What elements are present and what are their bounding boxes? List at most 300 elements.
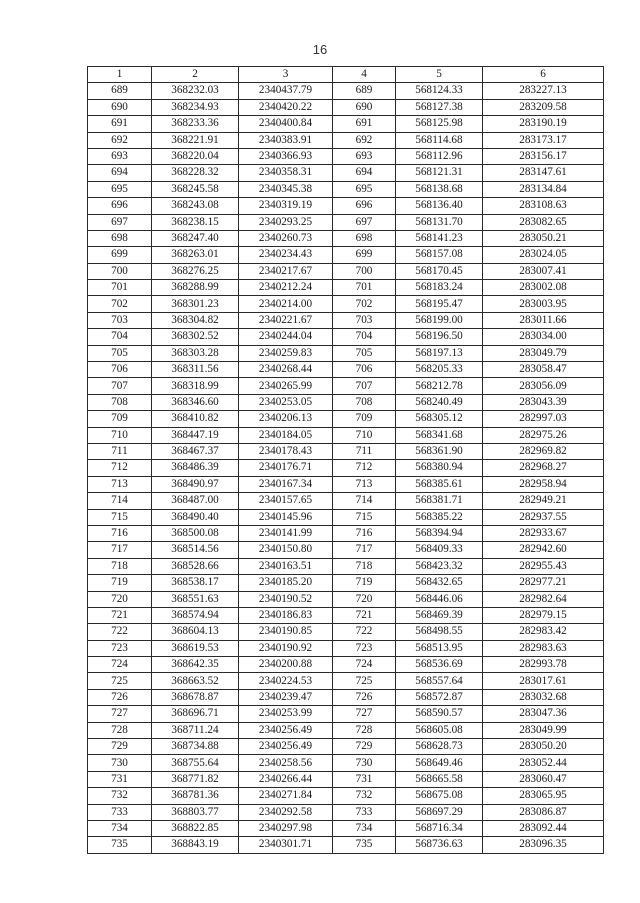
table-cell: 368500.08 (152, 525, 239, 541)
table-cell: 735 (88, 837, 152, 853)
table-cell: 568385.61 (396, 476, 483, 492)
table-cell: 718 (333, 558, 396, 574)
table-cell: 283049.99 (483, 722, 604, 738)
table-cell: 707 (88, 378, 152, 394)
table-cell: 368604.13 (152, 624, 239, 640)
table-cell: 2340190.85 (239, 624, 333, 640)
table-row (88, 362, 604, 378)
table-cell: 568432.65 (396, 575, 483, 591)
table-cell: 283024.05 (483, 247, 604, 263)
table-cell: 368302.52 (152, 329, 239, 345)
table-cell: 568157.08 (396, 247, 483, 263)
table-header-row (88, 67, 604, 83)
table-cell: 568121.31 (396, 165, 483, 181)
table-cell: 2340184.05 (239, 427, 333, 443)
table-cell: 568199.00 (396, 312, 483, 328)
table-cell: 695 (88, 181, 152, 197)
table-cell: 283011.66 (483, 312, 604, 328)
table-cell: 704 (88, 329, 152, 345)
table-row (88, 624, 604, 640)
table-cell: 568138.68 (396, 181, 483, 197)
table-cell: 732 (88, 788, 152, 804)
table-row (88, 788, 604, 804)
table-cell: 2340271.84 (239, 788, 333, 804)
table-row (88, 378, 604, 394)
table-cell: 368843.19 (152, 837, 239, 853)
table-cell: 283082.65 (483, 214, 604, 230)
table-cell: 283043.39 (483, 394, 604, 410)
table-cell: 283096.35 (483, 837, 604, 853)
table-cell: 720 (88, 591, 152, 607)
table-cell: 708 (333, 394, 396, 410)
table-cell: 283108.63 (483, 198, 604, 214)
table-cell: 699 (88, 247, 152, 263)
table-cell: 731 (88, 771, 152, 787)
table-cell: 717 (333, 542, 396, 558)
table-cell: 2340358.31 (239, 165, 333, 181)
table-cell: 568697.29 (396, 804, 483, 820)
table-cell: 568649.46 (396, 755, 483, 771)
table-row (88, 263, 604, 279)
table-cell: 723 (88, 640, 152, 656)
table-cell: 689 (333, 83, 396, 99)
table-cell: 368822.85 (152, 820, 239, 836)
table-cell: 368574.94 (152, 607, 239, 623)
table-cell: 368301.23 (152, 296, 239, 312)
table-cell: 368551.63 (152, 591, 239, 607)
table-cell: 368514.56 (152, 542, 239, 558)
table-cell: 718 (88, 558, 152, 574)
table-cell: 283147.61 (483, 165, 604, 181)
table-cell: 709 (88, 411, 152, 427)
table-cell: 733 (333, 804, 396, 820)
table-cell: 368642.35 (152, 657, 239, 673)
table-cell: 568305.12 (396, 411, 483, 427)
table-cell: 368304.82 (152, 312, 239, 328)
table-cell: 568125.98 (396, 116, 483, 132)
table-cell: 283209.58 (483, 99, 604, 115)
table-cell: 568409.33 (396, 542, 483, 558)
table-cell: 368318.99 (152, 378, 239, 394)
table-row (88, 443, 604, 459)
table-row (88, 230, 604, 246)
table-cell: 2340163.51 (239, 558, 333, 574)
table-cell: 368490.97 (152, 476, 239, 492)
table-cell: 714 (88, 493, 152, 509)
table-cell: 710 (333, 427, 396, 443)
table-cell: 568557.64 (396, 673, 483, 689)
table-cell: 282993.78 (483, 657, 604, 673)
table-cell: 724 (88, 657, 152, 673)
table-cell: 2340239.47 (239, 689, 333, 705)
table-cell: 734 (333, 820, 396, 836)
table-cell: 568498.55 (396, 624, 483, 640)
table-cell: 568212.78 (396, 378, 483, 394)
table-cell: 2340266.44 (239, 771, 333, 787)
table-cell: 711 (333, 443, 396, 459)
table-cell: 368467.37 (152, 443, 239, 459)
table-row (88, 165, 604, 181)
table-cell: 2340145.96 (239, 509, 333, 525)
table-cell: 568240.49 (396, 394, 483, 410)
table-cell: 700 (88, 263, 152, 279)
table-cell: 696 (333, 198, 396, 214)
table-cell: 2340167.34 (239, 476, 333, 492)
table-row (88, 591, 604, 607)
table-cell: 568394.94 (396, 525, 483, 541)
table-cell: 568675.08 (396, 788, 483, 804)
table-cell: 568513.95 (396, 640, 483, 656)
table-cell: 568423.32 (396, 558, 483, 574)
page-number: 16 (312, 42, 328, 57)
table-row (88, 83, 604, 99)
table-cell: 283065.95 (483, 788, 604, 804)
table-cell: 2340256.49 (239, 739, 333, 755)
table-row (88, 509, 604, 525)
table-cell: 729 (88, 739, 152, 755)
table-cell: 368247.40 (152, 230, 239, 246)
table-cell: 283227.13 (483, 83, 604, 99)
table-cell: 725 (333, 673, 396, 689)
table-row (88, 394, 604, 410)
table-cell: 2340297.98 (239, 820, 333, 836)
table-cell: 283056.09 (483, 378, 604, 394)
table-cell: 282955.43 (483, 558, 604, 574)
table-cell: 368711.24 (152, 722, 239, 738)
table-cell: 701 (333, 280, 396, 296)
table-cell: 368619.53 (152, 640, 239, 656)
table-cell: 568197.13 (396, 345, 483, 361)
table-cell: 368487.00 (152, 493, 239, 509)
table-row (88, 657, 604, 673)
column-header: 3 (239, 67, 333, 83)
table-cell: 693 (88, 148, 152, 164)
table-cell: 283007.41 (483, 263, 604, 279)
table-cell: 2340234.43 (239, 247, 333, 263)
table-cell: 2340244.04 (239, 329, 333, 345)
table-cell: 368276.25 (152, 263, 239, 279)
table-cell: 368288.99 (152, 280, 239, 296)
table-cell: 368696.71 (152, 706, 239, 722)
table-cell: 568605.08 (396, 722, 483, 738)
table-row (88, 804, 604, 820)
table-cell: 368410.82 (152, 411, 239, 427)
table-cell: 283086.87 (483, 804, 604, 820)
table-cell: 729 (333, 739, 396, 755)
table-cell: 2340190.52 (239, 591, 333, 607)
table-row (88, 181, 604, 197)
table-cell: 705 (333, 345, 396, 361)
table-cell: 2340253.99 (239, 706, 333, 722)
table-cell: 725 (88, 673, 152, 689)
table-cell: 708 (88, 394, 152, 410)
table-cell: 568124.33 (396, 83, 483, 99)
table-cell: 2340265.99 (239, 378, 333, 394)
table-cell: 728 (333, 722, 396, 738)
table-cell: 282983.63 (483, 640, 604, 656)
table-cell: 2340437.79 (239, 83, 333, 99)
table-row (88, 247, 604, 263)
table-cell: 730 (88, 755, 152, 771)
table-cell: 282979.15 (483, 607, 604, 623)
table-row (88, 607, 604, 623)
table-cell: 283092.44 (483, 820, 604, 836)
table-row (88, 493, 604, 509)
table-cell: 283032.68 (483, 689, 604, 705)
table-cell: 712 (333, 460, 396, 476)
table-cell: 368528.66 (152, 558, 239, 574)
table-cell: 283156.17 (483, 148, 604, 164)
table-row (88, 132, 604, 148)
table-cell: 568380.94 (396, 460, 483, 476)
table-cell: 282969.82 (483, 443, 604, 459)
column-header: 5 (396, 67, 483, 83)
table-cell: 703 (333, 312, 396, 328)
table-cell: 568381.71 (396, 493, 483, 509)
table-row (88, 558, 604, 574)
table-cell: 568195.47 (396, 296, 483, 312)
table-cell: 706 (333, 362, 396, 378)
table-cell: 2340259.83 (239, 345, 333, 361)
table-cell: 568385.22 (396, 509, 483, 525)
column-header: 4 (333, 67, 396, 83)
table-cell: 2340292.58 (239, 804, 333, 820)
table-cell: 716 (88, 525, 152, 541)
table-row (88, 542, 604, 558)
table-cell: 283050.20 (483, 739, 604, 755)
table-row (88, 329, 604, 345)
table-cell: 2340400.84 (239, 116, 333, 132)
table-row (88, 755, 604, 771)
table-cell: 283060.47 (483, 771, 604, 787)
table-cell: 368755.64 (152, 755, 239, 771)
table-cell: 715 (88, 509, 152, 525)
table-cell: 715 (333, 509, 396, 525)
table-cell: 721 (88, 607, 152, 623)
table-cell: 727 (333, 706, 396, 722)
table-cell: 568572.87 (396, 689, 483, 705)
table-cell: 368447.19 (152, 427, 239, 443)
table-cell: 368220.04 (152, 148, 239, 164)
table-cell: 368538.17 (152, 575, 239, 591)
table-cell: 368234.93 (152, 99, 239, 115)
table-cell: 2340319.19 (239, 198, 333, 214)
table-cell: 724 (333, 657, 396, 673)
table-cell: 283190.19 (483, 116, 604, 132)
table-cell: 691 (88, 116, 152, 132)
table-cell: 283002.08 (483, 280, 604, 296)
table-cell: 2340190.92 (239, 640, 333, 656)
table-cell: 568665.58 (396, 771, 483, 787)
table-row (88, 739, 604, 755)
table-row (88, 640, 604, 656)
table-row (88, 575, 604, 591)
table-cell: 368663.52 (152, 673, 239, 689)
table-cell: 283047.36 (483, 706, 604, 722)
table-cell: 733 (88, 804, 152, 820)
table-cell: 283050.21 (483, 230, 604, 246)
table-cell: 703 (88, 312, 152, 328)
table-cell: 568205.33 (396, 362, 483, 378)
table-cell: 2340214.00 (239, 296, 333, 312)
table-cell: 368228.32 (152, 165, 239, 181)
table-cell: 735 (333, 837, 396, 853)
table-row (88, 689, 604, 705)
table-cell: 693 (333, 148, 396, 164)
table-cell: 2340256.49 (239, 722, 333, 738)
table-cell: 368486.39 (152, 460, 239, 476)
table-cell: 717 (88, 542, 152, 558)
table-cell: 2340176.71 (239, 460, 333, 476)
table-cell: 368311.56 (152, 362, 239, 378)
table-cell: 568590.57 (396, 706, 483, 722)
column-header: 2 (152, 67, 239, 83)
table-cell: 568716.34 (396, 820, 483, 836)
table-cell: 702 (333, 296, 396, 312)
table-cell: 711 (88, 443, 152, 459)
table-cell: 706 (88, 362, 152, 378)
table-cell: 568131.70 (396, 214, 483, 230)
table-cell: 283017.61 (483, 673, 604, 689)
table-row (88, 148, 604, 164)
table-row (88, 214, 604, 230)
table-row (88, 116, 604, 132)
table-cell: 699 (333, 247, 396, 263)
table-cell: 727 (88, 706, 152, 722)
table-cell: 368803.77 (152, 804, 239, 820)
table-cell: 568112.96 (396, 148, 483, 164)
table-cell: 2340268.44 (239, 362, 333, 378)
table-cell: 720 (333, 591, 396, 607)
table-row (88, 198, 604, 214)
table-row (88, 673, 604, 689)
table-cell: 283173.17 (483, 132, 604, 148)
table-row (88, 525, 604, 541)
table-cell: 712 (88, 460, 152, 476)
table-cell: 721 (333, 607, 396, 623)
table-cell: 282942.60 (483, 542, 604, 558)
table-cell: 716 (333, 525, 396, 541)
column-header: 1 (88, 67, 152, 83)
table-cell: 568446.06 (396, 591, 483, 607)
table-row (88, 722, 604, 738)
table-cell: 568127.38 (396, 99, 483, 115)
table-row (88, 280, 604, 296)
table-cell: 283058.47 (483, 362, 604, 378)
table-cell: 728 (88, 722, 152, 738)
table-cell: 368245.58 (152, 181, 239, 197)
table-cell: 698 (333, 230, 396, 246)
table-cell: 368678.87 (152, 689, 239, 705)
table-cell: 707 (333, 378, 396, 394)
table-cell: 2340217.67 (239, 263, 333, 279)
table-cell: 734 (88, 820, 152, 836)
table-cell: 282949.21 (483, 493, 604, 509)
table-cell: 283049.79 (483, 345, 604, 361)
table-cell: 697 (88, 214, 152, 230)
table-cell: 568170.45 (396, 263, 483, 279)
table-cell: 368243.08 (152, 198, 239, 214)
table-cell: 723 (333, 640, 396, 656)
table-cell: 2340383.91 (239, 132, 333, 148)
table-row (88, 837, 604, 853)
table-cell: 283052.44 (483, 755, 604, 771)
table-body (88, 83, 604, 853)
table-cell: 714 (333, 493, 396, 509)
table-cell: 2340293.25 (239, 214, 333, 230)
table-row (88, 820, 604, 836)
table-cell: 690 (88, 99, 152, 115)
table-cell: 731 (333, 771, 396, 787)
table-cell: 2340185.20 (239, 575, 333, 591)
table-cell: 696 (88, 198, 152, 214)
table-row (88, 706, 604, 722)
table-row (88, 476, 604, 492)
table-cell: 697 (333, 214, 396, 230)
table-cell: 283034.00 (483, 329, 604, 345)
table-cell: 568341.68 (396, 427, 483, 443)
table-cell: 282982.64 (483, 591, 604, 607)
table-cell: 283134.84 (483, 181, 604, 197)
table-cell: 568361.90 (396, 443, 483, 459)
table-cell: 282983.42 (483, 624, 604, 640)
table-cell: 368734.88 (152, 739, 239, 755)
table-cell: 730 (333, 755, 396, 771)
table-cell: 726 (88, 689, 152, 705)
table-cell: 568196.50 (396, 329, 483, 345)
table-row (88, 312, 604, 328)
table-row (88, 345, 604, 361)
table-cell: 709 (333, 411, 396, 427)
table-cell: 568736.63 (396, 837, 483, 853)
table-cell: 568141.23 (396, 230, 483, 246)
table-cell: 2340258.56 (239, 755, 333, 771)
table-cell: 690 (333, 99, 396, 115)
table-cell: 282933.67 (483, 525, 604, 541)
table-cell: 568628.73 (396, 739, 483, 755)
table-row (88, 427, 604, 443)
table-cell: 2340301.71 (239, 837, 333, 853)
table-cell: 692 (88, 132, 152, 148)
table-cell: 368771.82 (152, 771, 239, 787)
table-cell: 282958.94 (483, 476, 604, 492)
table-cell: 368303.28 (152, 345, 239, 361)
table-cell: 368781.36 (152, 788, 239, 804)
table-cell: 2340186.83 (239, 607, 333, 623)
table-cell: 283003.95 (483, 296, 604, 312)
table-cell: 722 (88, 624, 152, 640)
table-row (88, 99, 604, 115)
table-cell: 726 (333, 689, 396, 705)
table-cell: 282975.26 (483, 427, 604, 443)
table-cell: 568183.24 (396, 280, 483, 296)
column-header: 6 (483, 67, 604, 83)
table-cell: 689 (88, 83, 152, 99)
table-cell: 710 (88, 427, 152, 443)
table-cell: 368232.03 (152, 83, 239, 99)
table-cell: 701 (88, 280, 152, 296)
table-cell: 719 (333, 575, 396, 591)
table-cell: 732 (333, 788, 396, 804)
table-row (88, 771, 604, 787)
table-cell: 2340141.99 (239, 525, 333, 541)
table-cell: 713 (88, 476, 152, 492)
table-cell: 700 (333, 263, 396, 279)
table-cell: 282997.03 (483, 411, 604, 427)
table-cell: 2340260.73 (239, 230, 333, 246)
table-cell: 2340157.65 (239, 493, 333, 509)
coordinates-table (87, 66, 604, 854)
